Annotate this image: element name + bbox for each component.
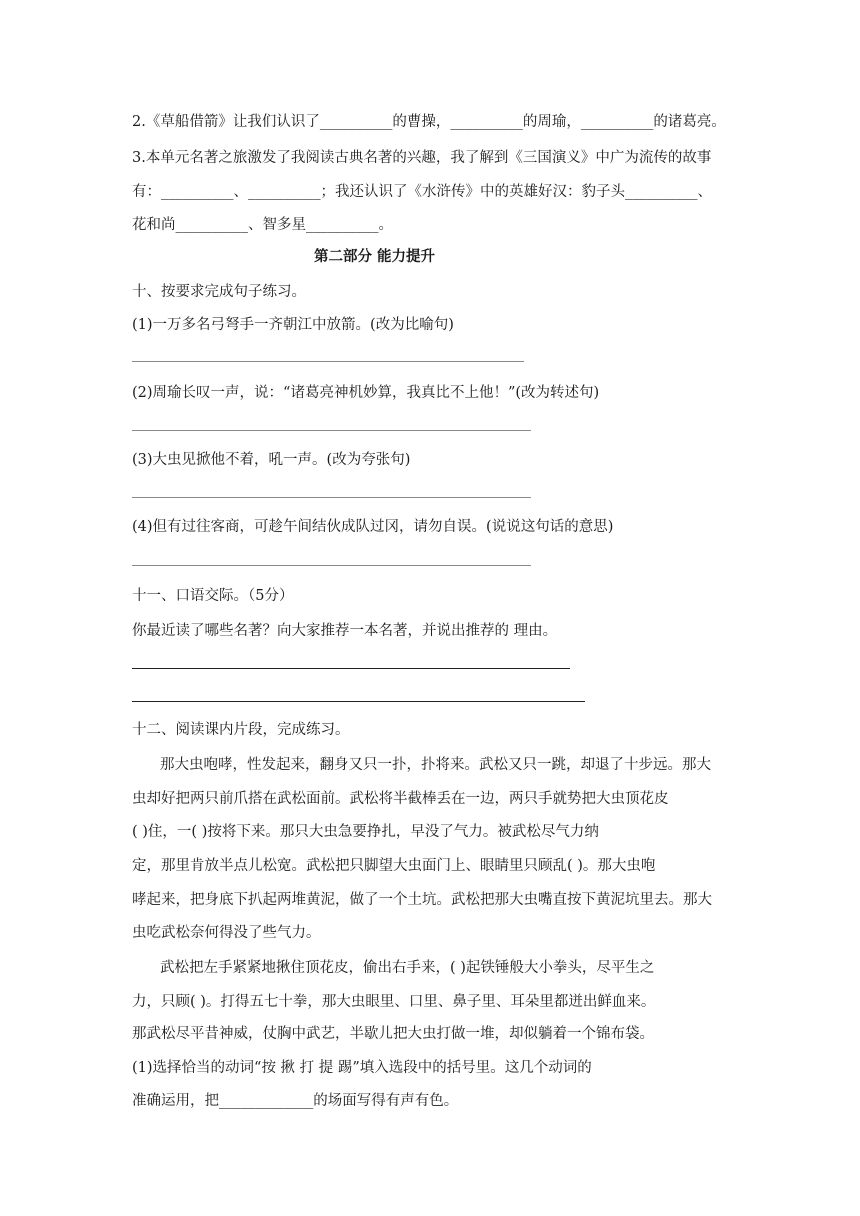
part-two-title: 第二部分 能力提升 xyxy=(314,249,436,265)
answer-line-1[interactable] xyxy=(132,361,524,362)
sentence-item-4: (4)但有过往客商，可趁午间结伙成队过冈，请勿自误。(说说这句话的意思) xyxy=(132,519,614,535)
passage-line: 虫吃武松奈何得没了些气力。 xyxy=(132,925,321,941)
sentence-item-3: (3)大虫见掀他不着，吼一声。(改为夸张句) xyxy=(132,452,411,468)
question-3-line-3: 花和尚__________、智多星__________。 xyxy=(132,217,393,233)
reading-question-1-line-2: 准确运用，把_____________的场面写得有声有色。 xyxy=(132,1093,459,1109)
oral-answer-line-1[interactable] xyxy=(132,668,570,669)
answer-line-4[interactable] xyxy=(132,565,531,566)
section-ten-heading: 十、按要求完成句子练习。 xyxy=(132,284,306,300)
question-2-text: 2.《草船借箭》让我们认识了__________的曹操，__________的周瑜，__________的诸葛亮。 xyxy=(132,114,726,130)
section-twelve-heading: 十二、阅读课内片段，完成练习。 xyxy=(132,722,350,738)
passage-line: 哮起来，把身底下扒起两堆黄泥，做了一个土坑。武松把那大虫嘴直按下黄泥坑里去。那大 xyxy=(132,892,712,908)
sentence-item-2: (2)周瑜长叹一声，说：“诸葛亮神机妙算，我真比不上他！”(改为转述句) xyxy=(132,385,600,401)
passage-line: 那武松尽平昔神威，仗胸中武艺，半歇儿把大虫打做一堆，却似躺着一个锦布袋。 xyxy=(132,1026,654,1042)
question-3-line-2: 有：__________、__________；我还认识了《水浒传》中的英雄好汉：豹子头__________、 xyxy=(132,184,712,200)
passage-line: 武松把左手紧紧地揪住顶花皮，偷出右手来，( )起铁锤般大小拳头，尽平生之 xyxy=(160,960,655,976)
section-eleven-heading: 十一、口语交际。（5分） xyxy=(132,588,294,604)
passage-line: ( )住，一( )按将下来。那只大虫急要挣扎，早没了气力。被武松尽气力纳 xyxy=(132,824,599,840)
reading-question-1-line-1: (1)选择恰当的动词“按 揪 打 提 踢”填入选段中的括号里。这几个动词的 xyxy=(132,1060,592,1076)
passage-line: 虫却好把两只前爪搭在武松面前。武松将半截棒丢在一边，两只手就势把大虫顶花皮 xyxy=(132,791,669,807)
answer-line-3[interactable] xyxy=(132,497,531,498)
passage-line: 定，那里肯放半点儿松宽。武松把只脚望大虫面门上、眼睛里只顾乱( )。那大虫咆 xyxy=(132,858,656,874)
oral-answer-line-2[interactable] xyxy=(132,701,585,702)
sentence-item-1: (1)一万多名弓弩手一齐朝江中放箭。(改为比喻句) xyxy=(132,317,454,333)
question-3-line-1: 3.本单元名著之旅激发了我阅读古典名著的兴趣，我了解到《三国演义》中广为流传的故事 xyxy=(132,150,712,166)
passage-line: 力，只顾( )。打得五七十拳，那大虫眼里、口里、鼻子里、耳朵里都迸出鲜血来。 xyxy=(132,994,656,1010)
answer-line-2[interactable] xyxy=(132,430,531,431)
passage-line: 那大虫咆哮，性发起来，翻身又只一扑，扑将来。武松又只一跳，却退了十步远。那大 xyxy=(160,757,711,773)
oral-prompt: 你最近读了哪些名著？向大家推荐一本名著，并说出推荐的 理由。 xyxy=(132,623,558,639)
